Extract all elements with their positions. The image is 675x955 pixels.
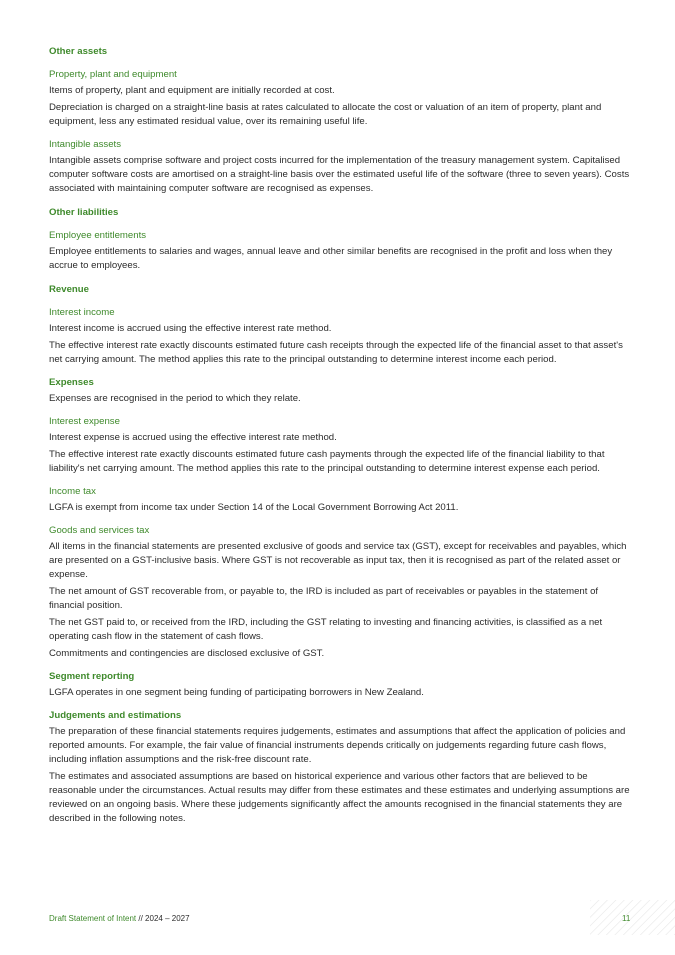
subheading-interest-expense: Interest expense	[49, 416, 120, 427]
paragraph: The effective interest rate exactly discounts estimated future cash payments through the expected life of the financial liability to that liability's net carrying amount. The method applies this rate to the principal outstanding to determine interest expense each period.	[49, 449, 605, 474]
footer-document-title	[49, 914, 190, 923]
subheading-intangible-assets: Intangible assets	[49, 139, 121, 150]
paragraph: Intangible assets comprise software and project costs incurred for the implementation of the treasury management system. Capitalised computer software costs are amortised on a straight-line basis over the estimated useful life of the software (three to seven years). Costs associated with maintaining computer software are recognised as expenses.	[49, 155, 630, 194]
document-body	[49, 45, 631, 826]
subheading-employee-entitlements: Employee entitlements	[49, 230, 147, 241]
footer-separator: //	[136, 914, 146, 923]
heading-revenue: Revenue	[49, 284, 89, 295]
footer-years: 2024 – 2027	[145, 914, 190, 923]
heading-segment-reporting: Segment reporting	[49, 671, 135, 682]
decorative-hatch-pattern	[590, 900, 675, 935]
paragraph: Expenses are recognised in the period to which they relate.	[49, 393, 301, 404]
paragraph: Commitments and contingencies are disclosed exclusive of GST.	[49, 648, 325, 659]
paragraph: LGFA operates in one segment being funding of participating borrowers in New Zealand.	[49, 687, 424, 698]
footer-title-text: Draft Statement of Intent	[49, 914, 137, 923]
paragraph: The preparation of these financial statements requires judgements, estimates and assumptions that affect the application of policies and reported amounts. For example, the fair value of financial instruments depends critically on judgements regarding future cash flows, including inflation assumptions and the risk-free discount rate.	[49, 726, 626, 765]
subheading-goods-and-services-tax: Goods and services tax	[49, 525, 150, 536]
paragraph: The net GST paid to, or received from the IRD, including the GST relating to investing and financing activities, is classified as a net operating cash flow in the statement of cash flows.	[49, 617, 603, 642]
paragraph: The effective interest rate exactly discounts estimated future cash receipts through the expected life of the financial asset to that asset's net carrying amount. The method applies this rate to the principal outstanding to determine interest income each period.	[49, 340, 623, 365]
paragraph: Depreciation is charged on a straight-line basis at rates calculated to allocate the cost or valuation of an item of property, plant and equipment, less any estimated residual value, over its remaining useful life.	[49, 102, 602, 127]
heading-expenses: Expenses	[49, 377, 94, 388]
subheading-income-tax: Income tax	[49, 486, 96, 497]
heading-other-assets: Other assets	[49, 46, 108, 57]
heading-judgements-and-estimations: Judgements and estimations	[49, 710, 182, 721]
paragraph: All items in the financial statements are presented exclusive of goods and service tax (GST), except for receivables and payables, which are presented on a GST-inclusive basis. Where GST is not recoverable as input tax, then it is recognised as part of the related asset or expense.	[49, 541, 627, 580]
subheading-property-plant-equipment: Property, plant and equipment	[49, 69, 177, 80]
paragraph: LGFA is exempt from income tax under Section 14 of the Local Government Borrowing Act 2011.	[49, 502, 459, 513]
subheading-interest-income: Interest income	[49, 307, 115, 318]
page-number: 11	[622, 914, 631, 923]
paragraph: Interest income is accrued using the effective interest rate method.	[49, 323, 332, 334]
heading-other-liabilities: Other liabilities	[49, 207, 119, 218]
paragraph: The net amount of GST recoverable from, or payable to, the IRD is included as part of receivables or payables in the statement of financial position.	[49, 586, 599, 611]
paragraph: Items of property, plant and equipment are initially recorded at cost.	[49, 85, 335, 96]
paragraph: Interest expense is accrued using the effective interest rate method.	[49, 432, 337, 443]
paragraph: Employee entitlements to salaries and wages, annual leave and other similar benefits are recognised in the profit and loss when they accrue to employees.	[49, 246, 613, 271]
paragraph: The estimates and associated assumptions are based on historical experience and various other factors that are believed to be reasonable under the circumstances. Actual results may differ from these estimates and these estimates and underlying assumptions are reviewed on an ongoing basis. Where these judgements significantly affect the amounts recognised in the financial statements they are described in the following notes.	[49, 771, 630, 824]
